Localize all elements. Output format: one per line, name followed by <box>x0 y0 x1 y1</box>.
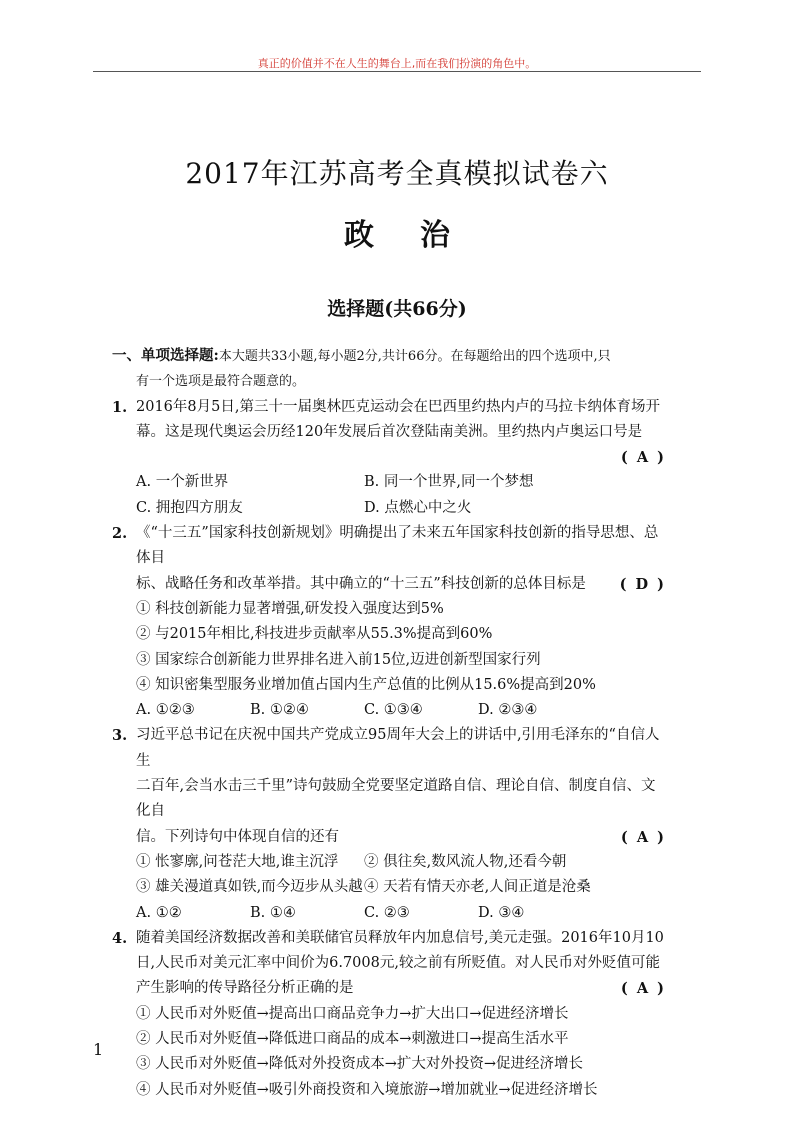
option-c: C. ①③④ <box>364 702 423 719</box>
part1-note-line2: 有一个选项是最符合题意的。 <box>136 374 306 390</box>
question-number: 3. <box>112 727 128 745</box>
question-text-line: 随着美国经济数据改善和美联储官员释放年内加息信号,美元走强。2016年10月10 <box>136 929 664 946</box>
option-d: D. ③④ <box>478 904 525 921</box>
question-text-line: 习近平总书记在庆祝中国共产党成立95周年大会上的讲话中,引用毛泽东的“自信人生 <box>136 727 660 769</box>
option-a: A. 一个新世界 <box>136 474 229 491</box>
question-text-line: 标、战略任务和改革举措。其中确立的“十三五”科技创新的总体目标是 <box>136 575 586 592</box>
answer-mark: ( A ) <box>620 980 666 998</box>
header-rule <box>93 71 701 72</box>
question-number: 4. <box>112 929 128 947</box>
statements-row <box>136 875 666 900</box>
statement: ① 科技创新能力显著增强,研发投入强度达到5% <box>136 600 444 617</box>
doc-subject: 政治 <box>344 218 496 253</box>
question-3 <box>112 723 666 849</box>
question-1 <box>112 395 666 471</box>
option-a: A. ①② <box>136 904 182 921</box>
option-d: D. 点燃心中之火 <box>364 499 472 516</box>
statement: ③ 雄关漫道真如铁,而今迈步从头越 <box>136 879 363 896</box>
statement: ④ 天若有情天亦老,人间正道是沧桑 <box>364 879 591 896</box>
question-4 <box>112 926 666 1002</box>
question-text-line: 产生影响的传导路径分析正确的是 <box>136 980 354 997</box>
option-a: A. ①②③ <box>136 702 195 719</box>
option-b: B. ①②④ <box>250 702 309 719</box>
statement: ③ 人民币对外贬值→降低对外投资成本→扩大对外投资→促进经济增长 <box>136 1056 584 1073</box>
part1-note-line1: 本大题共33小题,每小题2分,共计66分。在每题给出的四个选项中,只 <box>218 349 611 364</box>
question-number: 1. <box>112 398 128 416</box>
option-b: B. 同一个世界,同一个梦想 <box>364 474 534 491</box>
answer-mark: ( D ) <box>619 575 666 593</box>
statement: ② 俱往矣,数风流人物,还看今朝 <box>364 853 567 870</box>
options-row <box>136 698 666 723</box>
page-number: 1 <box>93 1040 104 1059</box>
option-c: C. 拥抱四方朋友 <box>136 499 243 516</box>
question-text-line: 信。下列诗句中体现自信的还有 <box>136 828 339 845</box>
option-d: D. ②③④ <box>478 702 538 719</box>
options-row <box>136 496 666 521</box>
question-text-line: 二百年,会当水击三千里”诗句鼓励全党要坚定道路自信、理论自信、制度自信、文化自 <box>136 778 656 820</box>
statement: ② 与2015年相比,科技进步贡献率从55.3%提高到60% <box>136 626 493 643</box>
options-row <box>136 470 666 495</box>
statement: ④ 人民币对外贬值→吸引外商投资和入境旅游→增加就业→促进经济增长 <box>136 1081 598 1098</box>
option-b: B. ①④ <box>250 904 296 921</box>
statements-row <box>136 850 666 875</box>
statement: ④ 知识密集型服务业增加值占国内生产总值的比例从15.6%提高到20% <box>136 676 596 693</box>
statement: ① 怅寥廓,问苍茫大地,谁主沉浮 <box>136 853 339 870</box>
options-row <box>136 901 666 926</box>
answer-mark: ( A ) <box>620 828 666 846</box>
answer-mark: ( A ) <box>620 449 666 467</box>
question-text-line: 幕。这是现代奥运会历经120年发展后首次登陆南美洲。里约热内卢奥运口号是 <box>136 423 643 440</box>
doc-title: 2017年江苏高考全真模拟试卷六 <box>185 157 609 190</box>
question-number: 2. <box>112 525 128 543</box>
section-title: 选择题(共66分) <box>327 298 467 320</box>
question-text-line: 2016年8月5日,第三十一届奥林匹克运动会在巴西里约热内卢的马拉卡纳体育场开 <box>136 398 660 415</box>
question-text-line: 《“十三五”国家科技创新规划》明确提出了未来五年国家科技创新的指导思想、总体目 <box>136 525 659 567</box>
question-content <box>112 343 666 1103</box>
part1-label: 一、单项选择题: <box>112 347 219 364</box>
statement: ② 人民币对外贬值→降低进口商品的成本→刺激进口→提高生活水平 <box>136 1031 569 1048</box>
question-2 <box>112 521 666 597</box>
header-motto: 真正的价值并不在人生的舞台上,而在我们扮演的角色中。 <box>257 57 537 70</box>
part1-instructions <box>112 343 666 395</box>
question-text-line: 日,人民币对美元汇率中间价为6.7008元,较之前有所贬值。对人民币对外贬值可能 <box>136 955 660 972</box>
statement: ① 人民币对外贬值→提高出口商品竞争力→扩大出口→促进经济增长 <box>136 1005 569 1022</box>
option-c: C. ②③ <box>364 904 410 921</box>
statement: ③ 国家综合创新能力世界排名进入前15位,迈进创新型国家行列 <box>136 651 541 668</box>
